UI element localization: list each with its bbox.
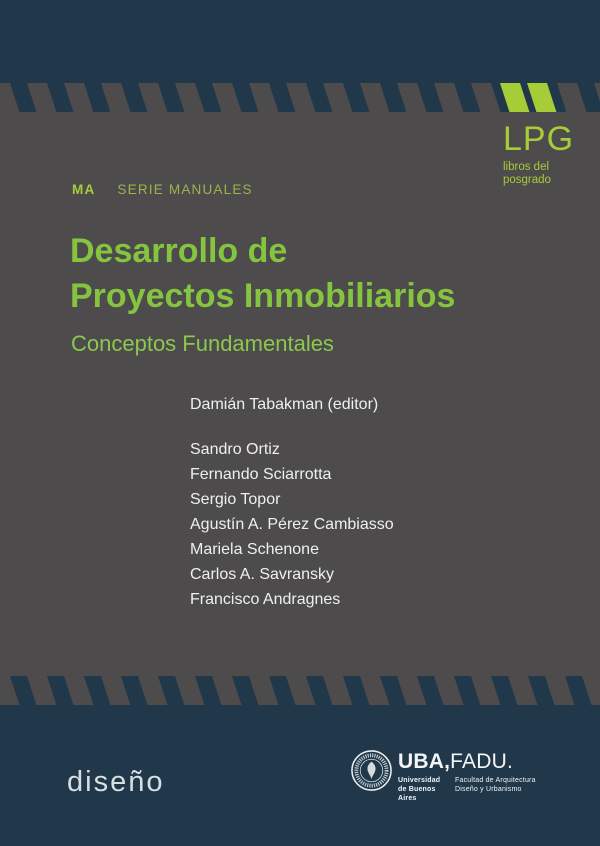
book-title-line1: Desarrollo de xyxy=(70,232,288,270)
fadu-acronym-light: FADU. xyxy=(450,750,513,773)
hatch-band-top xyxy=(0,83,600,112)
author-list xyxy=(190,437,394,612)
hatch-stripe xyxy=(138,83,167,112)
author-name: Sandro Ortiz xyxy=(190,441,280,458)
uba-fadu-acronym xyxy=(398,751,536,773)
series-code: MA xyxy=(72,182,96,197)
hatch-stripe xyxy=(27,676,56,705)
fadu-tagline xyxy=(455,776,536,803)
book-title-line2: Proyectos Inmobiliarios xyxy=(70,277,456,315)
publisher-tagline-line1: libros del xyxy=(503,161,550,173)
hatch-band-bottom xyxy=(0,676,600,705)
hatch-stripe xyxy=(175,83,204,112)
hatch-stripe xyxy=(508,676,537,705)
hatch-stripe xyxy=(212,83,241,112)
lpg-slash-icon xyxy=(500,83,529,112)
hatch-stripe xyxy=(0,83,19,112)
uba-fadu-logo xyxy=(398,751,536,803)
publisher-tagline xyxy=(503,161,574,186)
uba-acronym-bold: UBA, xyxy=(398,750,451,773)
author-name: Sergio Topor xyxy=(190,491,281,508)
hatch-stripe xyxy=(582,676,600,705)
series-name: SERIE MANUALES xyxy=(117,182,253,197)
uba-seal-icon xyxy=(350,749,393,792)
hatch-stripe xyxy=(360,676,389,705)
author-name: Francisco Andragnes xyxy=(190,591,341,608)
hatch-stripe xyxy=(249,83,278,112)
publisher-initials: LPG xyxy=(503,120,575,158)
hatch-stripe xyxy=(64,676,93,705)
hatch-stripe xyxy=(360,83,389,112)
top-navy-band xyxy=(0,0,600,83)
author-name: Mariela Schenone xyxy=(190,541,319,558)
fadu-tagline-line2: Diseño y Urbanismo xyxy=(455,786,522,793)
diseno-logo: diseño xyxy=(67,766,165,798)
author-name: Agustín A. Pérez Cambiasso xyxy=(190,516,394,533)
hatch-stripe xyxy=(175,676,204,705)
hatch-stripe xyxy=(27,83,56,112)
book-title xyxy=(70,229,455,319)
publisher-logo xyxy=(503,120,574,186)
uba-tagline-line1: Universidad xyxy=(398,777,441,784)
editor-name: Damián Tabakman (editor) xyxy=(190,396,379,413)
hatch-stripe xyxy=(323,676,352,705)
hatch-stripe xyxy=(557,83,586,112)
hatch-stripe xyxy=(397,676,426,705)
uba-fadu-taglines xyxy=(398,776,536,803)
hatch-stripe xyxy=(212,676,241,705)
lpg-slash-icon xyxy=(527,83,556,112)
series-header xyxy=(72,182,253,197)
hatch-stripe xyxy=(471,676,500,705)
hatch-stripe xyxy=(101,676,130,705)
uba-tagline xyxy=(398,776,444,803)
hatch-stripe xyxy=(434,83,463,112)
hatch-stripe xyxy=(0,676,19,705)
hatch-stripe xyxy=(249,676,278,705)
book-subtitle: Conceptos Fundamentales xyxy=(71,331,334,356)
uba-tagline-line2: de Buenos Aires xyxy=(398,786,436,802)
hatch-stripe xyxy=(286,83,315,112)
author-name: Carlos A. Savransky xyxy=(190,566,335,583)
hatch-stripe xyxy=(434,676,463,705)
author-name: Fernando Sciarrotta xyxy=(190,466,332,483)
hatch-stripe xyxy=(286,676,315,705)
hatch-stripe xyxy=(323,83,352,112)
publisher-tagline-line2: posgrado xyxy=(503,173,551,186)
hatch-stripe xyxy=(64,83,93,112)
hatch-stripe xyxy=(138,676,167,705)
fadu-tagline-line1: Facultad de Arquitectura xyxy=(455,777,536,784)
hatch-stripe xyxy=(471,83,500,112)
hatch-stripe xyxy=(545,676,574,705)
hatch-stripe xyxy=(594,83,600,112)
hatch-stripe xyxy=(397,83,426,112)
hatch-stripe xyxy=(101,83,130,112)
